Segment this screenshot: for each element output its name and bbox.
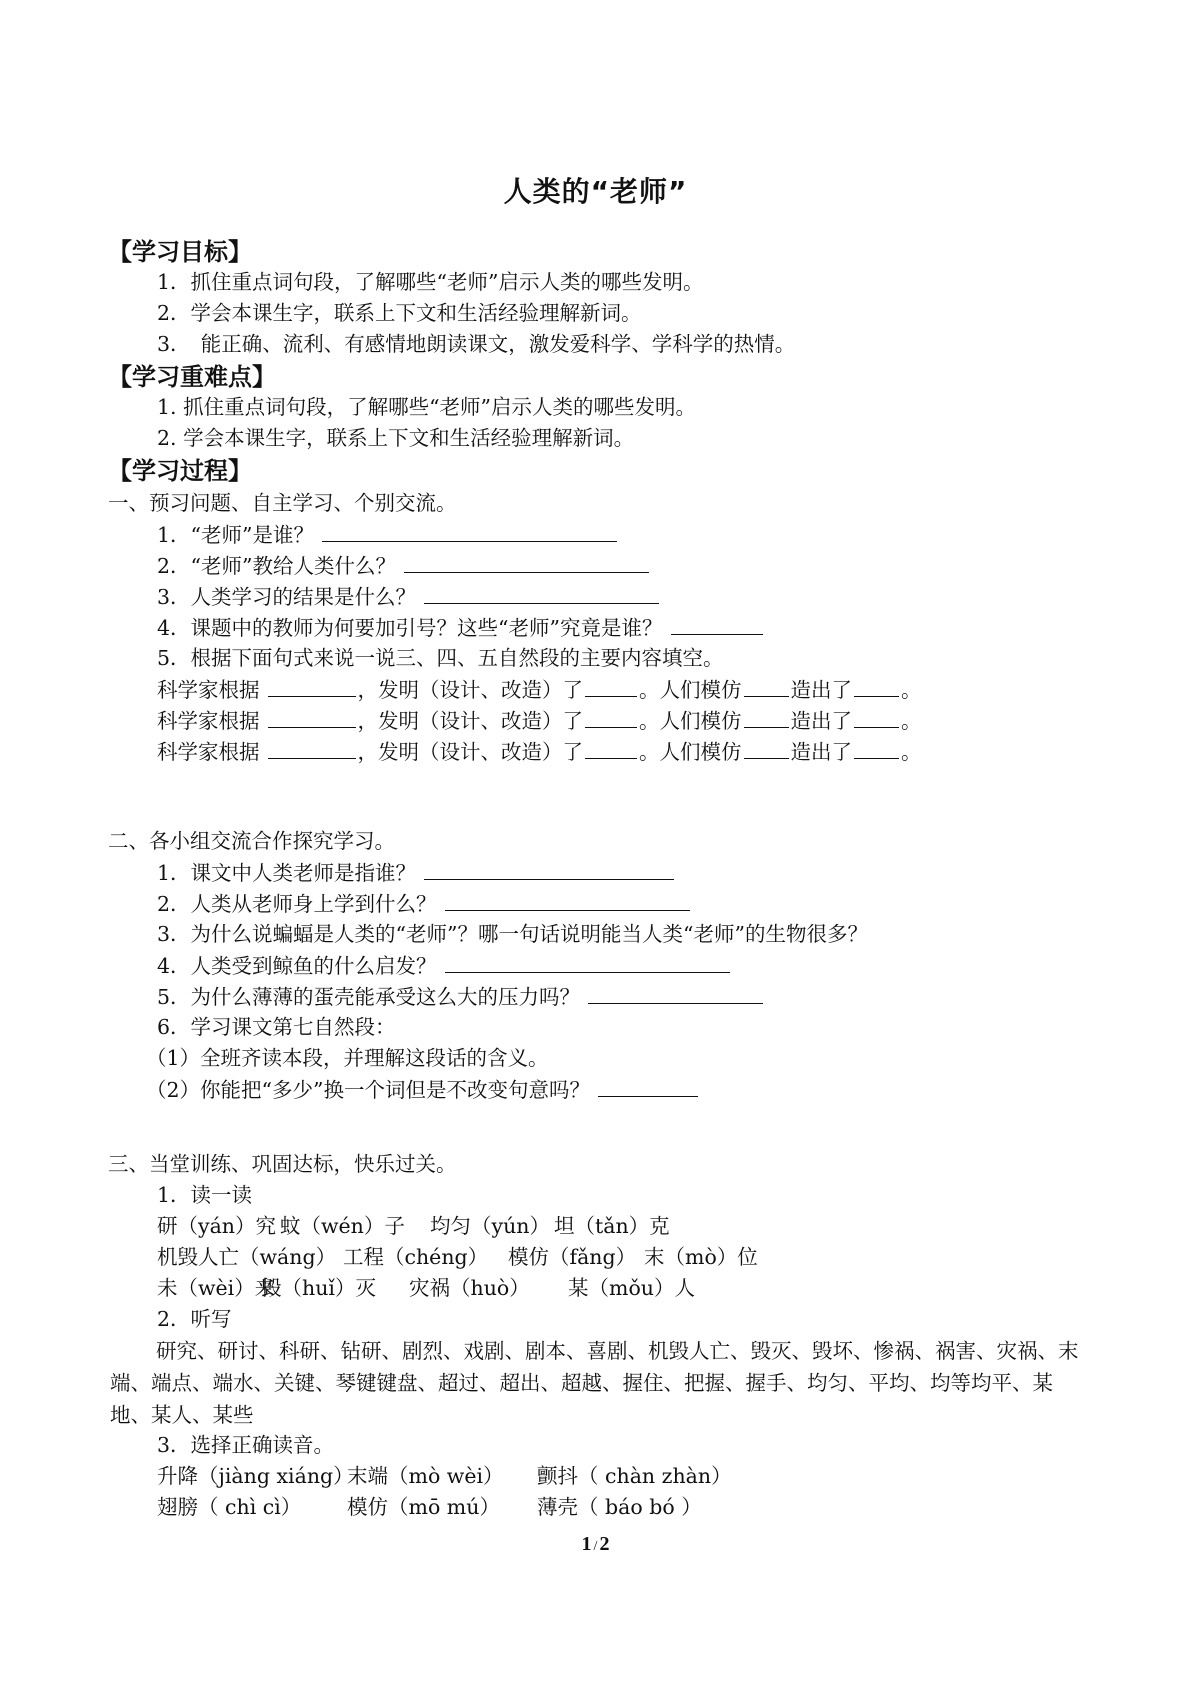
question-text: 3．人类学习的结果是什么？ (157, 585, 417, 609)
fill-blank[interactable] (744, 705, 789, 728)
read-row (157, 1273, 695, 1303)
fill-text: 。 (901, 678, 922, 702)
answer-blank[interactable] (588, 981, 763, 1004)
fill-blank[interactable] (585, 736, 637, 759)
pronunciation-item: 颤抖（ chàn zhàn） (537, 1464, 732, 1488)
pronunciation-item: 模仿（mō mú） (347, 1495, 500, 1519)
s2-question-5 (157, 981, 765, 1012)
read-word: 机毁人亡（wáng） (157, 1245, 337, 1269)
fill-text: 。人们模仿 (639, 740, 742, 764)
fill-sentence-row (157, 736, 922, 767)
goals-heading: 【学习目标】 (108, 238, 252, 266)
s2-question-4 (157, 950, 732, 981)
read-word: 蚊（wén）子 (280, 1214, 405, 1238)
page-separator: / (593, 1539, 598, 1554)
fill-text: 造出了 (790, 740, 852, 764)
fill-blank[interactable] (585, 674, 637, 697)
process-heading: 【学习过程】 (108, 457, 252, 485)
question-text: 2．人类从老师身上学到什么？ (157, 892, 437, 916)
question-text: 4．人类受到鲸鱼的什么启发？ (157, 954, 437, 978)
fill-text: 造出了 (790, 678, 852, 702)
section2-title: 二、各小组交流合作探究学习。 (108, 829, 395, 853)
question-text: 1．“老师”是谁？ (157, 523, 315, 547)
answer-blank[interactable] (424, 581, 659, 604)
fill-blank[interactable] (744, 674, 789, 697)
read-word: 末（mò）位 (644, 1245, 758, 1269)
page-current: 1 (581, 1533, 592, 1555)
read-word: 灾祸（huò） (409, 1276, 530, 1300)
fill-blank[interactable] (585, 705, 637, 728)
fill-blank[interactable] (854, 674, 899, 697)
fill-blank[interactable] (854, 736, 899, 759)
fill-text: 科学家根据 (157, 678, 260, 702)
fill-text: ，发明（设计、改造）了 (357, 678, 583, 702)
fill-sentence-row (157, 674, 922, 705)
question-text: （2）你能把“多少”换一个词但是不改变句意吗？ (146, 1078, 591, 1102)
pronunciation-item: 薄壳（ báo bó ） (537, 1495, 702, 1519)
fill-text: ，发明（设计、改造）了 (357, 709, 583, 733)
read-word: 工程（chéng） (343, 1245, 489, 1269)
fill-text: 。人们模仿 (639, 709, 742, 733)
s1-question-5: 5．根据下面句式来说一说三、四、五自然段的主要内容填空。 (157, 646, 724, 670)
read-row (157, 1211, 670, 1241)
fill-text: ，发明（设计、改造）了 (357, 740, 583, 764)
fill-text: 造出了 (790, 709, 852, 733)
answer-blank[interactable] (445, 888, 690, 911)
fill-blank[interactable] (854, 705, 899, 728)
read-label: 1．读一读 (157, 1183, 253, 1207)
goal-item: 1．抓住重点词句段，了解哪些“老师”启示人类的哪些发明。 (157, 270, 704, 294)
s1-question-4 (157, 612, 765, 643)
answer-blank[interactable] (404, 550, 649, 573)
section3-title: 三、当堂训练、巩固达标，快乐过关。 (108, 1152, 457, 1176)
page-title: 人类的“老师” (503, 175, 688, 208)
key-point-item: 1. 抓住重点词句段，了解哪些“老师”启示人类的哪些发明。 (157, 395, 697, 419)
question-text: 5．为什么薄薄的蛋壳能承受这么大的压力吗？ (157, 985, 581, 1009)
answer-blank[interactable] (671, 612, 763, 635)
answer-blank[interactable] (598, 1074, 698, 1097)
s2-subquestion-1: （1）全班齐读本段，并理解这段话的含义。 (146, 1046, 549, 1070)
dictation-label: 2．听写 (157, 1307, 232, 1331)
fill-text: 科学家根据 (157, 740, 260, 764)
read-word: 均匀（yún） (430, 1214, 550, 1238)
fill-text: 。人们模仿 (639, 678, 742, 702)
fill-text: 科学家根据 (157, 709, 260, 733)
question-text: 2．“老师”教给人类什么？ (157, 554, 397, 578)
dictation-words: 研究、研讨、科研、钻研、剧烈、戏剧、剧本、喜剧、机毁人亡、毁灭、毁坏、惨祸、祸害、灾祸、末端、端点、端水、关键、琴键键盘、超过、超出、超越、握住、把握、握手、均匀、平均、均等均平、某地、某人、某些 (110, 1339, 1079, 1427)
fill-text: 。 (901, 709, 922, 733)
read-word: 毁（huǐ）灭 (261, 1276, 376, 1300)
s1-question-2 (157, 550, 651, 581)
s2-question-3: 3．为什么说蝙蝠是人类的“老师”？哪一句话说明能当人类“老师”的生物很多？ (157, 922, 868, 946)
s2-subquestion-2 (146, 1074, 700, 1105)
question-text: 4．课题中的教师为何要加引号？这些“老师”究竟是谁？ (157, 616, 663, 640)
page-number (0, 1533, 1191, 1556)
read-word: 未（wèi）来 (157, 1276, 276, 1300)
fill-blank[interactable] (268, 736, 356, 759)
section1-title: 一、预习问题、自主学习、个别交流。 (108, 491, 457, 515)
read-word: 模仿（fǎng） (508, 1245, 637, 1269)
read-row (157, 1242, 758, 1272)
read-word: 研（yán）究 (157, 1214, 277, 1238)
question-text: 1．课文中人类老师是指谁？ (157, 861, 417, 885)
pronunciation-item: 末端（mò wèi） (347, 1464, 504, 1488)
fill-sentence-row (157, 705, 922, 736)
fill-blank[interactable] (268, 705, 356, 728)
answer-blank[interactable] (445, 950, 730, 973)
s2-question-1 (157, 857, 676, 888)
read-word: 坦（tǎn）克 (554, 1214, 670, 1238)
s1-question-3 (157, 581, 661, 612)
pronunciation-row (157, 1492, 702, 1522)
fill-text: 。 (901, 740, 922, 764)
fill-blank[interactable] (744, 736, 789, 759)
read-word: 某（mǒu）人 (568, 1276, 695, 1300)
s2-question-6: 6．学习课文第七自然段： (157, 1015, 396, 1039)
goal-item: 2．学会本课生字，联系上下文和生活经验理解新词。 (157, 301, 642, 325)
answer-blank[interactable] (322, 519, 617, 542)
pronunciation-item: 翅膀（ chì cì） (157, 1495, 302, 1519)
s2-question-2 (157, 888, 692, 919)
page-total: 2 (599, 1533, 610, 1555)
key-points-heading: 【学习重难点】 (108, 363, 276, 391)
goal-item: 3． 能正确、流利、有感情地朗读课文，激发爱科学、学科学的热情。 (157, 332, 796, 356)
s1-question-1 (157, 519, 619, 550)
key-point-item: 2. 学会本课生字，联系上下文和生活经验理解新词。 (157, 426, 635, 450)
answer-blank[interactable] (424, 857, 674, 880)
pronunciation-label: 3．选择正确读音。 (157, 1433, 335, 1457)
pronunciation-row (157, 1461, 732, 1491)
pronunciation-item: 升降（jiàng xiáng） (157, 1464, 354, 1488)
fill-blank[interactable] (268, 674, 356, 697)
